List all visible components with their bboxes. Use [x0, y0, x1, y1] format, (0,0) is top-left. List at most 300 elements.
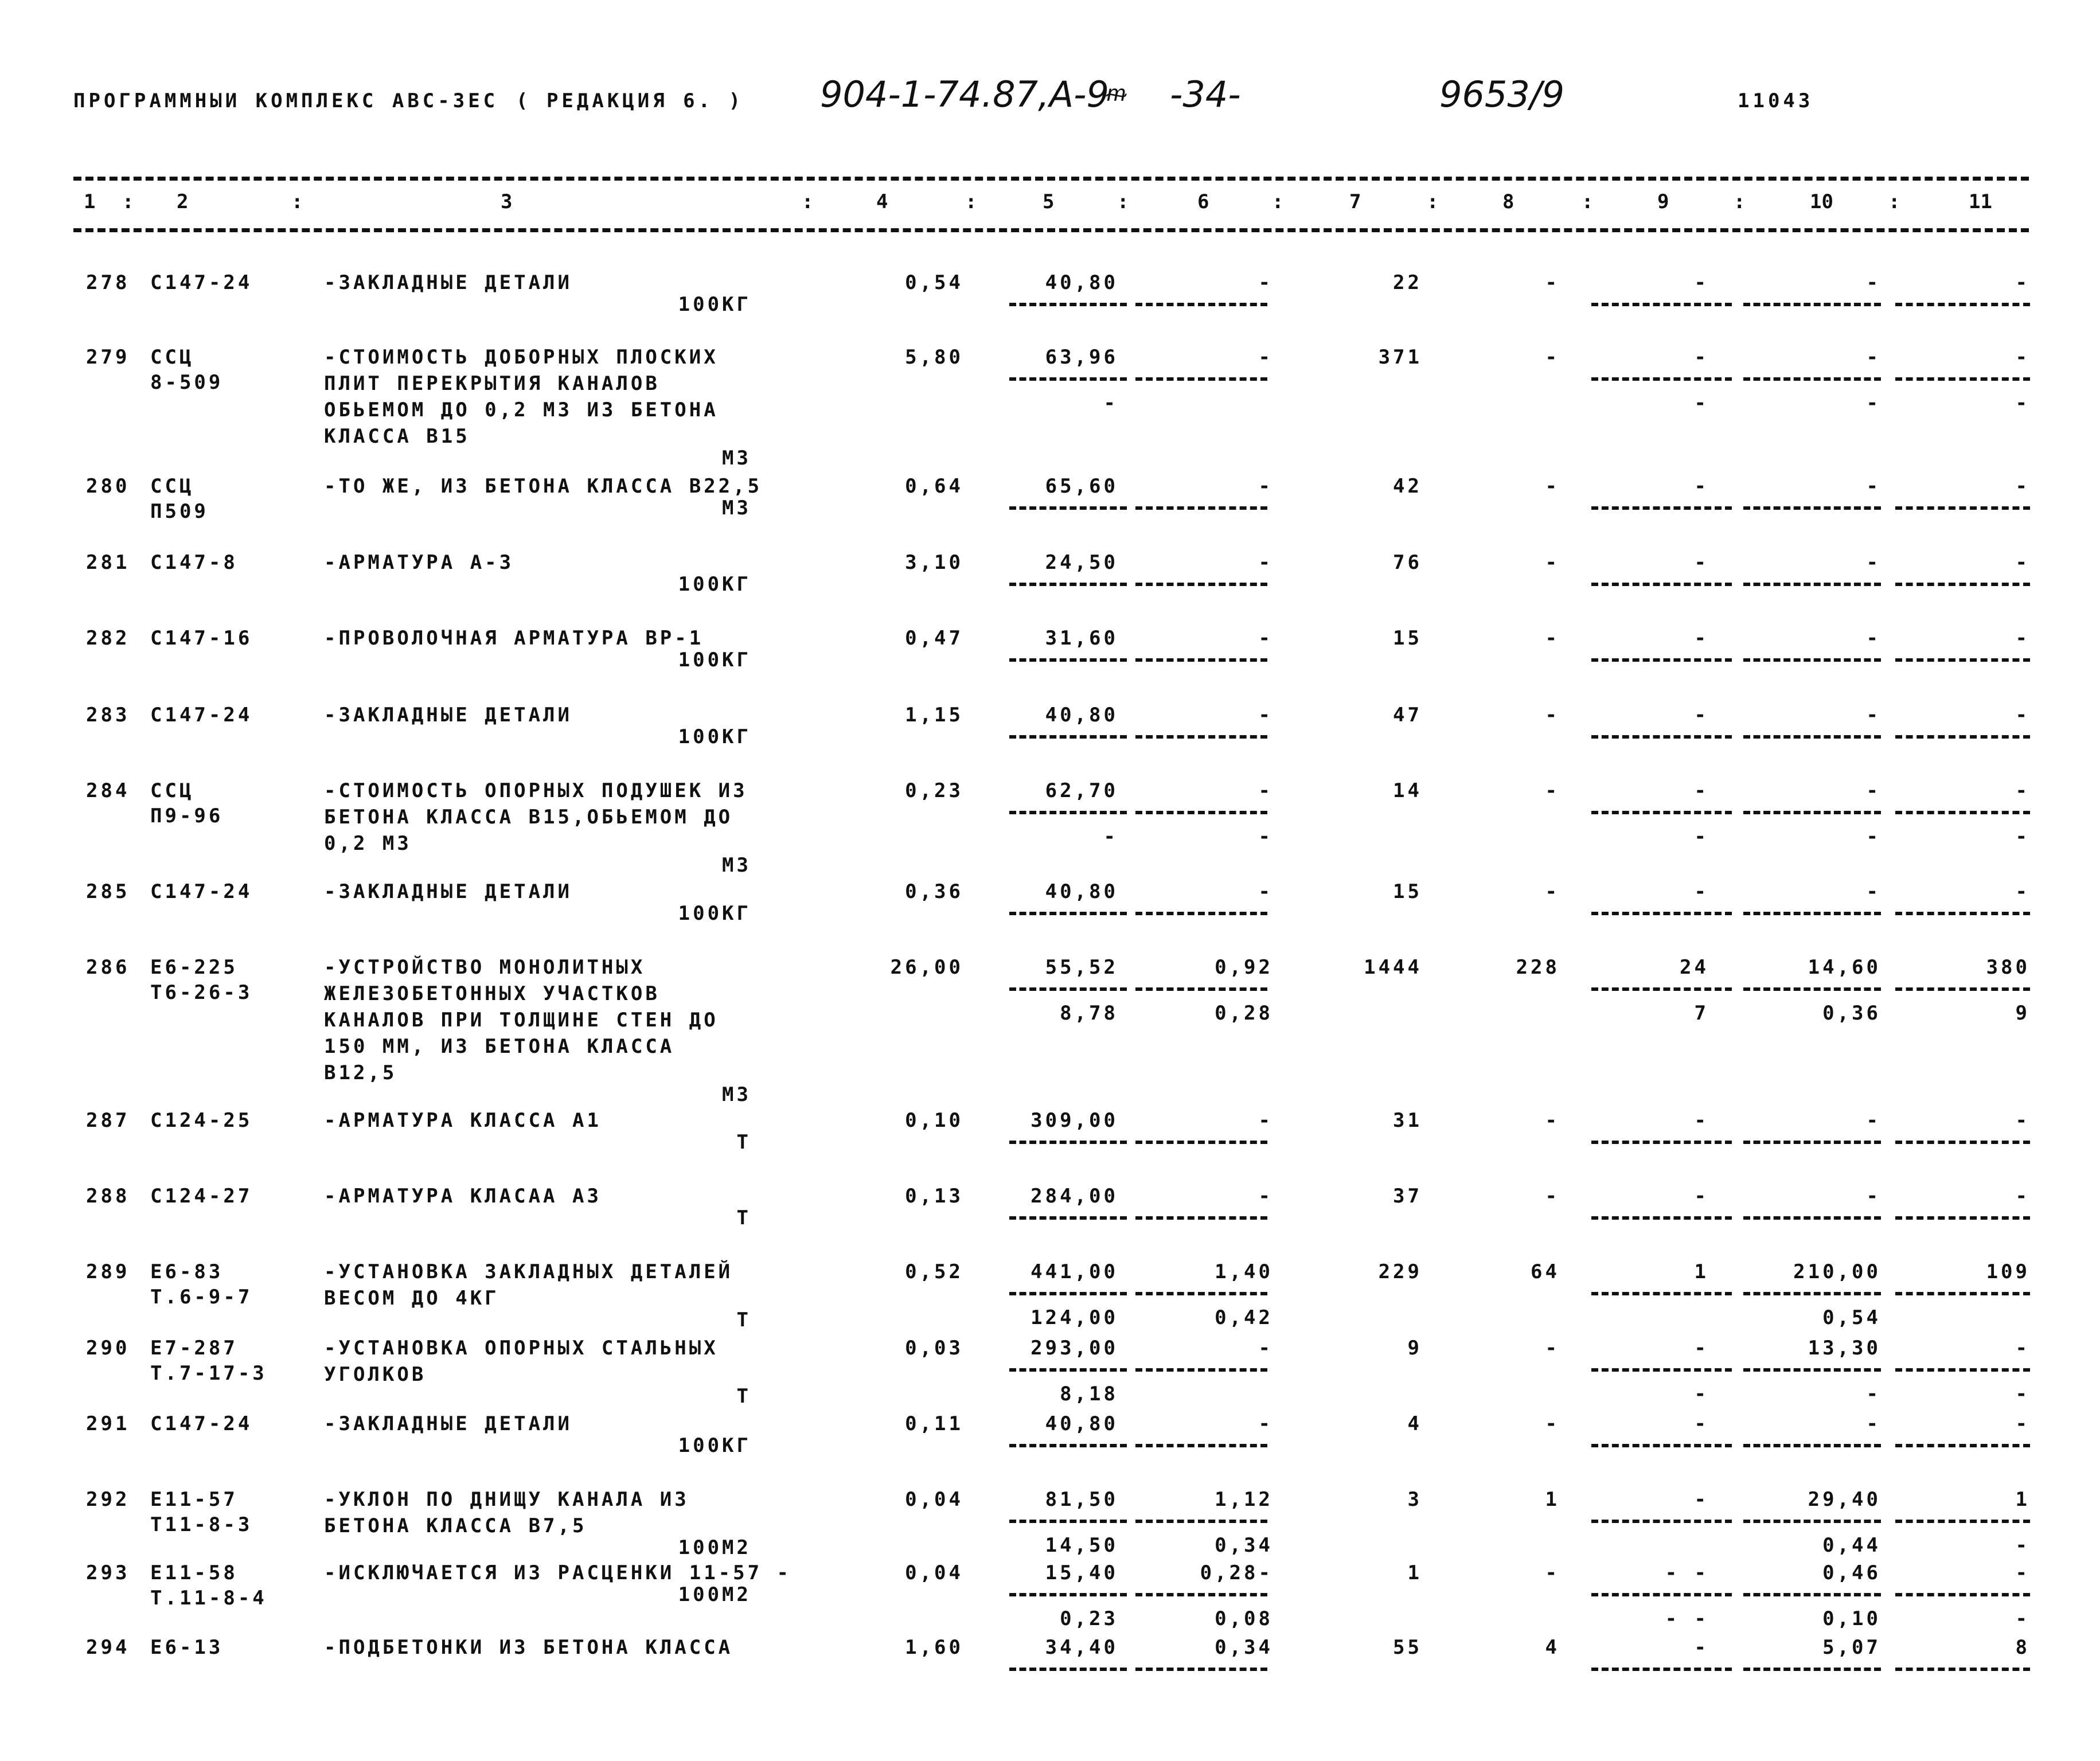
work-description: ПЛИТ ПЕРЕКРЫТИЯ КАНАЛОВ	[324, 372, 660, 395]
row-number: 287	[86, 1109, 130, 1132]
total-cost-value: 1444	[1364, 956, 1422, 979]
subtotal-dash-line	[1895, 735, 2030, 739]
rate-code: П9-96	[150, 805, 224, 827]
total-cost-value: 1	[1407, 1561, 1422, 1584]
rate-code: ССЦ	[150, 346, 194, 369]
rate-code: С124-27	[150, 1185, 253, 1208]
col9-secondary: - -	[1665, 1607, 1709, 1630]
subtotal-dash-line	[1743, 735, 1881, 739]
row-number: 292	[86, 1488, 130, 1511]
unit-cost-value: 40,80	[1045, 271, 1118, 294]
subtotal-dash-line	[1135, 735, 1267, 739]
work-description: БЕТОНА КЛАССА В15,ОБЬЕМОМ ДО	[324, 806, 733, 829]
rate-code: Т6-26-3	[150, 981, 253, 1004]
subtotal-dash-line	[1009, 1520, 1127, 1523]
rate-code: 8-509	[150, 371, 224, 394]
col-8-header: 8	[1502, 190, 1515, 213]
col8-value: -	[1545, 271, 1560, 294]
column-separator: :	[802, 190, 814, 213]
work-description: -УСТАНОВКА ЗАКЛАДНЫХ ДЕТАЛЕЙ	[324, 1260, 733, 1283]
unit-cost-value: 309,00	[1031, 1109, 1118, 1132]
col11-value: 1	[2015, 1488, 2030, 1511]
col10-secondary: -	[1866, 392, 1881, 415]
subtotal-dash-line	[1591, 583, 1732, 586]
subtotal-dash-line	[1009, 735, 1127, 739]
col-3-header: 3	[501, 190, 513, 213]
unit-cost-value: 55,52	[1045, 956, 1118, 979]
subtotal-dash-line	[1895, 987, 2030, 991]
total-cost-value: 15	[1393, 627, 1422, 650]
subtotal-dash-line	[1009, 658, 1127, 662]
subtotal-dash-line	[1135, 506, 1267, 510]
sheet-code: 11043	[1738, 89, 1814, 112]
unit-cost-value: 40,80	[1045, 704, 1118, 727]
col-5-header: 5	[1043, 190, 1055, 213]
col6-value: -	[1258, 475, 1273, 498]
program-name: ПРОГРАММНЫИ КОМПЛЕКС АВС-ЗЕС	[73, 89, 499, 112]
work-description: 150 ММ, ИЗ БЕТОНА КЛАССА	[324, 1035, 675, 1058]
edition-label: ( РЕДАКЦИЯ 6. )	[516, 89, 744, 112]
col8-value: -	[1545, 779, 1560, 802]
work-description: -АРМАТУРА КЛАССА А1	[324, 1109, 602, 1132]
subtotal-dash-line	[1591, 811, 1732, 814]
col11-value: -	[2015, 1412, 2030, 1435]
handwritten-doc-number: 9653/9	[1439, 73, 1565, 115]
row-number: 288	[86, 1185, 130, 1208]
col6-secondary: 0,28	[1215, 1002, 1273, 1025]
unit-of-measure: 100КГ	[678, 573, 751, 596]
col10-secondary: 0,44	[1822, 1534, 1881, 1557]
unit-of-measure: М3	[722, 854, 751, 877]
subtotal-dash-line	[1591, 1520, 1732, 1523]
subtotal-dash-line	[1135, 377, 1267, 381]
col9-value: - -	[1665, 1561, 1709, 1584]
subtotal-dash-line	[1895, 1216, 2030, 1220]
work-description: -СТОИМОСТЬ ОПОРНЫХ ПОДУШЕК ИЗ	[324, 779, 748, 802]
quantity-value: 0,54	[905, 271, 963, 294]
subtotal-dash-line	[1591, 1668, 1732, 1671]
unit-of-measure: 100КГ	[678, 293, 751, 316]
handwritten-project-code: 904-1-74.87,А-9	[820, 73, 1109, 115]
unit-of-measure: 100М2	[678, 1583, 751, 1606]
row-number: 290	[86, 1337, 130, 1360]
row-number: 283	[86, 704, 130, 727]
col9-value: -	[1694, 1337, 1709, 1360]
unit-cost-value: 81,50	[1045, 1488, 1118, 1511]
subtotal-dash-line	[1743, 377, 1881, 381]
work-description: 0,2 М3	[324, 832, 412, 855]
subtotal-dash-line	[1135, 1368, 1267, 1372]
col11-secondary: -	[2015, 392, 2030, 415]
col-10-header: 10	[1810, 190, 1833, 213]
row-number: 286	[86, 956, 130, 979]
subtotal-dash-line	[1591, 987, 1732, 991]
col8-value: 1	[1545, 1488, 1560, 1511]
unit-cost-secondary: 0,23	[1060, 1607, 1118, 1630]
quantity-value: 0,13	[905, 1185, 963, 1208]
subtotal-dash-line	[1009, 1668, 1127, 1671]
handwritten-mark: ᵯ	[1107, 80, 1126, 107]
row-number: 282	[86, 627, 130, 650]
work-description: В12,5	[324, 1061, 397, 1084]
col10-value: -	[1866, 1185, 1881, 1208]
unit-cost-value: 24,50	[1045, 551, 1118, 574]
subtotal-dash-line	[1743, 987, 1881, 991]
row-number: 284	[86, 779, 130, 802]
col9-value: -	[1694, 1109, 1709, 1132]
col6-secondary: 0,42	[1215, 1306, 1273, 1329]
unit-cost-value: 65,60	[1045, 475, 1118, 498]
unit-cost-value: 293,00	[1031, 1337, 1118, 1360]
row-number: 279	[86, 346, 130, 369]
quantity-value: 0,04	[905, 1561, 963, 1584]
total-cost-value: 31	[1393, 1109, 1422, 1132]
subtotal-dash-line	[1743, 811, 1881, 814]
col9-value: 1	[1694, 1260, 1709, 1283]
page-number: -34-	[1170, 73, 1241, 115]
unit-cost-value: 31,60	[1045, 627, 1118, 650]
total-cost-value: 76	[1393, 551, 1422, 574]
col8-value: 4	[1545, 1636, 1560, 1659]
col11-value: 380	[1986, 956, 2030, 979]
rate-code: Т.7-17-3	[150, 1362, 267, 1385]
subtotal-dash-line	[1743, 1444, 1881, 1447]
rate-code: С147-8	[150, 551, 238, 574]
col11-value: -	[2015, 1561, 2030, 1584]
subtotal-dash-line	[1009, 583, 1127, 586]
subtotal-dash-line	[1743, 583, 1881, 586]
col-1-header: 1	[84, 190, 96, 213]
unit-of-measure: 100М2	[678, 1536, 751, 1559]
col6-value: -	[1258, 1109, 1273, 1132]
col9-value: -	[1694, 1185, 1709, 1208]
col9-value: -	[1694, 1412, 1709, 1435]
total-cost-value: 4	[1407, 1412, 1422, 1435]
unit-cost-secondary: -	[1103, 392, 1118, 415]
subtotal-dash-line	[1895, 506, 2030, 510]
subtotal-dash-line	[1009, 377, 1127, 381]
subtotal-dash-line	[1009, 1292, 1127, 1295]
column-separator: :	[1582, 190, 1594, 213]
subtotal-dash-line	[1135, 987, 1267, 991]
col9-value: -	[1694, 271, 1709, 294]
rate-code: Е6-13	[150, 1636, 224, 1659]
total-cost-value: 14	[1393, 779, 1422, 802]
subtotal-dash-line	[1743, 1292, 1881, 1295]
subtotal-dash-line	[1009, 1368, 1127, 1372]
subtotal-dash-line	[1895, 658, 2030, 662]
col9-secondary: -	[1694, 1383, 1709, 1405]
subtotal-dash-line	[1135, 1141, 1267, 1144]
col9-value: -	[1694, 1488, 1709, 1511]
col6-value: -	[1258, 704, 1273, 727]
col-2-header: 2	[177, 190, 189, 213]
quantity-value: 0,10	[905, 1109, 963, 1132]
unit-cost-value: 441,00	[1031, 1260, 1118, 1283]
work-description: БЕТОНА КЛАССА В7,5	[324, 1514, 587, 1537]
unit-of-measure: М3	[722, 1083, 751, 1106]
col8-value: 64	[1531, 1260, 1560, 1283]
col11-value: -	[2015, 271, 2030, 294]
total-cost-value: 22	[1393, 271, 1422, 294]
subtotal-dash-line	[1135, 1668, 1267, 1671]
col10-value: 13,30	[1808, 1337, 1881, 1360]
column-separator: :	[1117, 190, 1129, 213]
col-4-header: 4	[876, 190, 888, 213]
work-description: ЖЕЛЕЗОБЕТОННЫХ УЧАСТКОВ	[324, 982, 660, 1005]
col9-value: -	[1694, 779, 1709, 802]
total-cost-value: 9	[1407, 1337, 1422, 1360]
rate-code: С147-24	[150, 1412, 253, 1435]
col9-value: 24	[1680, 956, 1709, 979]
col8-value: -	[1545, 475, 1560, 498]
col9-secondary: -	[1694, 825, 1709, 848]
subtotal-dash-line	[1009, 506, 1127, 510]
col6-value: 0,92	[1215, 956, 1273, 979]
col11-secondary: -	[2015, 1383, 2030, 1405]
col11-value: -	[2015, 551, 2030, 574]
quantity-value: 0,03	[905, 1337, 963, 1360]
total-cost-value: 229	[1378, 1260, 1422, 1283]
col6-value: -	[1258, 779, 1273, 802]
column-separator: :	[291, 190, 303, 213]
subtotal-dash-line	[1591, 377, 1732, 381]
col-7-header: 7	[1349, 190, 1361, 213]
subtotal-dash-line	[1895, 303, 2030, 306]
col6-value: 0,28-	[1200, 1561, 1273, 1584]
col11-value: -	[2015, 779, 2030, 802]
rate-code: Е7-287	[150, 1337, 238, 1360]
col8-value: -	[1545, 880, 1560, 903]
unit-of-measure: М3	[722, 497, 751, 520]
col8-value: -	[1545, 346, 1560, 369]
work-description: -ПРОВОЛОЧНАЯ АРМАТУРА ВР-1	[324, 627, 704, 650]
subtotal-dash-line	[1009, 811, 1127, 814]
unit-of-measure: 100КГ	[678, 725, 751, 748]
col6-secondary: 0,34	[1215, 1534, 1273, 1557]
col6-value: -	[1258, 551, 1273, 574]
unit-of-measure: 100КГ	[678, 649, 751, 671]
unit-cost-value: 284,00	[1031, 1185, 1118, 1208]
col8-value: -	[1545, 1561, 1560, 1584]
subtotal-dash-line	[1135, 1216, 1267, 1220]
col11-secondary: -	[2015, 825, 2030, 848]
work-description: -АРМАТУРА КЛАСАА А3	[324, 1185, 602, 1208]
col11-secondary: 9	[2015, 1002, 2030, 1025]
work-description: -АРМАТУРА А-3	[324, 551, 514, 574]
rate-code: С147-24	[150, 271, 253, 294]
unit-cost-secondary: 124,00	[1031, 1306, 1118, 1329]
subtotal-dash-line	[1895, 912, 2030, 915]
col10-value: -	[1866, 880, 1881, 903]
row-number: 294	[86, 1636, 130, 1659]
col10-value: 29,40	[1808, 1488, 1881, 1511]
rate-code: Е11-57	[150, 1488, 238, 1511]
work-description: -ЗАКЛАДНЫЕ ДЕТАЛИ	[324, 704, 572, 727]
work-description: -ЗАКЛАДНЫЕ ДЕТАЛИ	[324, 271, 572, 294]
col10-value: -	[1866, 475, 1881, 498]
work-description: -УСТАНОВКА ОПОРНЫХ СТАЛЬНЫХ	[324, 1337, 719, 1360]
column-separator: :	[965, 190, 977, 213]
subtotal-dash-line	[1135, 583, 1267, 586]
col10-secondary: -	[1866, 1383, 1881, 1405]
rate-code: Т.6-9-7	[150, 1286, 253, 1309]
col9-value: -	[1694, 704, 1709, 727]
subtotal-dash-line	[1895, 377, 2030, 381]
col10-value: 14,60	[1808, 956, 1881, 979]
unit-cost-value: 62,70	[1045, 779, 1118, 802]
rate-code: С124-25	[150, 1109, 253, 1132]
col8-value: -	[1545, 1412, 1560, 1435]
subtotal-dash-line	[1009, 303, 1127, 306]
subtotal-dash-line	[1009, 1141, 1127, 1144]
col11-value: -	[2015, 627, 2030, 650]
subtotal-dash-line	[1895, 1593, 2030, 1596]
rate-code: С147-16	[150, 627, 253, 650]
col10-value: -	[1866, 779, 1881, 802]
col8-value: -	[1545, 1109, 1560, 1132]
column-separator: :	[1734, 190, 1746, 213]
rate-code: Е6-83	[150, 1260, 224, 1283]
col6-value: -	[1258, 1412, 1273, 1435]
col11-value: -	[2015, 475, 2030, 498]
col10-value: 210,00	[1793, 1260, 1881, 1283]
column-separator: :	[1888, 190, 1900, 213]
unit-cost-secondary: 8,18	[1060, 1383, 1118, 1405]
col6-value: -	[1258, 627, 1273, 650]
total-cost-value: 55	[1393, 1636, 1422, 1659]
work-description: УГОЛКОВ	[324, 1363, 427, 1386]
work-description: ВЕСОМ ДО 4КГ	[324, 1287, 499, 1310]
subtotal-dash-line	[1009, 1444, 1127, 1447]
col9-value: -	[1694, 475, 1709, 498]
rate-code: Е6-225	[150, 956, 238, 979]
quantity-value: 1,15	[905, 704, 963, 727]
subtotal-dash-line	[1591, 1141, 1732, 1144]
unit-of-measure: Т	[736, 1309, 751, 1332]
work-description: -УКЛОН ПО ДНИЩУ КАНАЛА ИЗ	[324, 1488, 689, 1511]
col6-value: -	[1258, 346, 1273, 369]
unit-of-measure: Т	[736, 1385, 751, 1408]
col9-secondary: -	[1694, 392, 1709, 415]
unit-cost-value: 40,80	[1045, 1412, 1118, 1435]
row-number: 289	[86, 1260, 130, 1283]
col6-value: -	[1258, 1337, 1273, 1360]
subtotal-dash-line	[1135, 658, 1267, 662]
col11-value: -	[2015, 346, 2030, 369]
rate-code: П509	[150, 500, 209, 523]
col9-secondary: 7	[1694, 1002, 1709, 1025]
subtotal-dash-line	[1591, 1216, 1732, 1220]
col11-value: -	[2015, 1185, 2030, 1208]
subtotal-dash-line	[1743, 1368, 1881, 1372]
col9-value: -	[1694, 551, 1709, 574]
col10-value: -	[1866, 704, 1881, 727]
col6-value: -	[1258, 880, 1273, 903]
quantity-value: 0,36	[905, 880, 963, 903]
col10-value: -	[1866, 627, 1881, 650]
rate-code: Е11-58	[150, 1561, 238, 1584]
total-cost-value: 47	[1393, 704, 1422, 727]
row-number: 278	[86, 271, 130, 294]
subtotal-dash-line	[1135, 1520, 1267, 1523]
work-description: ОБЬЕМОМ ДО 0,2 М3 ИЗ БЕТОНА	[324, 399, 719, 421]
col9-value: -	[1694, 1636, 1709, 1659]
rate-code: ССЦ	[150, 779, 194, 802]
total-cost-value: 3	[1407, 1488, 1422, 1511]
subtotal-dash-line	[1135, 1292, 1267, 1295]
subtotal-dash-line	[1895, 1368, 2030, 1372]
col10-value: -	[1866, 1109, 1881, 1132]
col8-value: -	[1545, 551, 1560, 574]
row-number: 285	[86, 880, 130, 903]
col11-value: 8	[2015, 1636, 2030, 1659]
subtotal-dash-line	[1009, 1216, 1127, 1220]
col9-value: -	[1694, 880, 1709, 903]
col10-value: 5,07	[1822, 1636, 1881, 1659]
unit-cost-value: 40,80	[1045, 880, 1118, 903]
work-description: -СТОИМОСТЬ ДОБОРНЫХ ПЛОСКИХ	[324, 346, 719, 369]
subtotal-dash-line	[1591, 1292, 1732, 1295]
col6-secondary: -	[1258, 825, 1273, 848]
col8-value: -	[1545, 704, 1560, 727]
subtotal-dash-line	[1591, 1368, 1732, 1372]
quantity-value: 0,52	[905, 1260, 963, 1283]
subtotal-dash-line	[1895, 1520, 2030, 1523]
col11-value: -	[2015, 1109, 2030, 1132]
work-description: -УСТРОЙСТВО МОНОЛИТНЫХ	[324, 956, 646, 979]
unit-cost-value: 63,96	[1045, 346, 1118, 369]
total-cost-value: 37	[1393, 1185, 1422, 1208]
subtotal-dash-line	[1591, 506, 1732, 510]
col-9-header: 9	[1657, 190, 1669, 213]
col8-value: 228	[1516, 956, 1560, 979]
subtotal-dash-line	[1743, 1593, 1881, 1596]
subtotal-dash-line	[1743, 1216, 1881, 1220]
unit-cost-secondary: -	[1103, 825, 1118, 848]
rate-code: Т.11-8-4	[150, 1587, 267, 1610]
subtotal-dash-line	[1743, 1668, 1881, 1671]
work-description: -ЗАКЛАДНЫЕ ДЕТАЛИ	[324, 1412, 572, 1435]
col6-value: -	[1258, 1185, 1273, 1208]
col9-value: -	[1694, 346, 1709, 369]
col11-value: -	[2015, 1337, 2030, 1360]
quantity-value: 0,11	[905, 1412, 963, 1435]
unit-of-measure: Т	[736, 1131, 751, 1154]
col11-secondary: -	[2015, 1607, 2030, 1630]
rate-code: С147-24	[150, 880, 253, 903]
row-number: 291	[86, 1412, 130, 1435]
subtotal-dash-line	[1743, 912, 1881, 915]
col6-value: 0,34	[1215, 1636, 1273, 1659]
subtotal-dash-line	[1895, 1444, 2030, 1447]
subtotal-dash-line	[1591, 1444, 1732, 1447]
subtotal-dash-line	[1895, 1668, 2030, 1671]
row-number: 281	[86, 551, 130, 574]
subtotal-dash-line	[1591, 912, 1732, 915]
subtotal-dash-line	[1591, 303, 1732, 306]
unit-of-measure: 100КГ	[678, 902, 751, 925]
row-number: 280	[86, 475, 130, 498]
quantity-value: 0,04	[905, 1488, 963, 1511]
col10-value: 0,46	[1822, 1561, 1881, 1584]
subtotal-dash-line	[1895, 1292, 2030, 1295]
quantity-value: 5,80	[905, 346, 963, 369]
col8-value: -	[1545, 1337, 1560, 1360]
col10-value: -	[1866, 346, 1881, 369]
column-separator: :	[122, 190, 134, 213]
subtotal-dash-line	[1895, 583, 2030, 586]
